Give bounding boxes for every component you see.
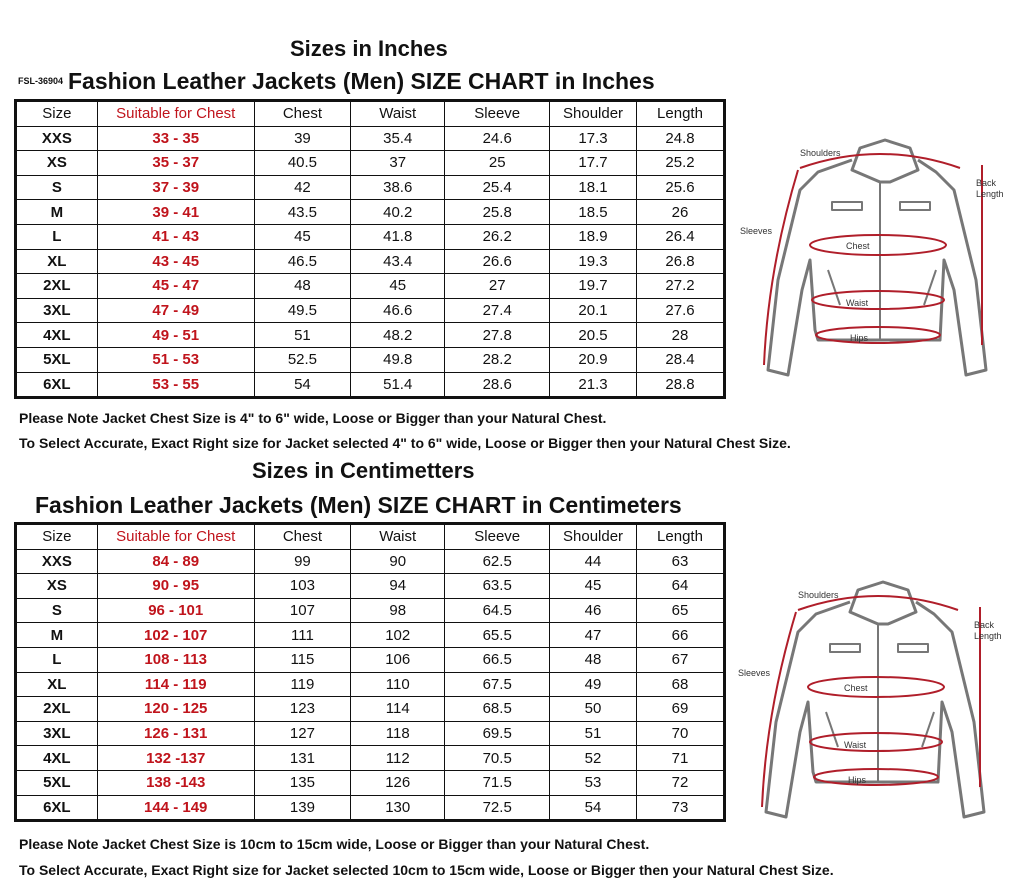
measure-cell: 18.1 [550,175,637,200]
size-cell: S [16,598,98,623]
measure-cell: 52 [550,746,637,771]
cm-title: Fashion Leather Jackets (Men) SIZE CHART in Centimeters [35,492,682,518]
left-side-pocket [828,270,840,305]
measure-cell: 51 [254,323,350,348]
measure-cell: 19.3 [550,249,637,274]
measure-cell: 115 [254,647,350,672]
measure-cell: 51.4 [351,372,445,398]
measure-cell: 26.4 [636,224,724,249]
measure-cell: 46.5 [254,249,350,274]
measure-cell: 19.7 [550,274,637,299]
cm-note-1: Please Note Jacket Chest Size is 10cm to 15cm wide, Loose or Bigger than your Natural Chest. [19,836,650,852]
left-chest-pocket [832,202,862,210]
measure-cell: 67 [636,647,724,672]
shoulders-label: Shoulders [798,590,839,600]
back-length-label-2: Length [976,189,1004,199]
size-cell: XS [16,574,98,599]
measure-cell: 20.5 [550,323,637,348]
right-chest-pocket [898,644,928,652]
measure-cell: 18.9 [550,224,637,249]
measure-cell: 126 [351,770,445,795]
measure-cell: 17.7 [550,151,637,176]
chest-measure-ellipse [810,235,946,255]
chest-label: Chest [844,683,868,693]
measure-cell: 62.5 [445,549,550,574]
chest-label: Chest [846,241,870,251]
chest-range-cell: 144 - 149 [97,795,254,821]
measure-cell: 27.4 [445,298,550,323]
measure-cell: 107 [254,598,350,623]
measure-cell: 21.3 [550,372,637,398]
size-cell: XL [16,672,98,697]
hips-label: Hips [848,775,867,785]
measure-cell: 50 [550,697,637,722]
table-row [16,672,725,697]
measure-cell: 26.6 [445,249,550,274]
measure-cell: 17.3 [550,126,637,151]
size-cell: 2XL [16,274,98,299]
waist-label: Waist [846,298,869,308]
inches-subtitle: Sizes in Inches [290,36,448,61]
chest-range-cell: 49 - 51 [97,323,254,348]
waist-measure-ellipse [812,291,944,309]
measure-cell: 37 [351,151,445,176]
size-cell: 6XL [16,372,98,398]
measure-cell: 54 [254,372,350,398]
chest-range-cell: 90 - 95 [97,574,254,599]
measure-cell: 111 [254,623,350,648]
measure-cell: 28.8 [636,372,724,398]
table-row [16,200,725,225]
measure-cell: 94 [351,574,445,599]
measure-cell: 27.8 [445,323,550,348]
inches-title: Fashion Leather Jackets (Men) SIZE CHART in Inches [68,68,655,94]
table-row [16,298,725,323]
measure-cell: 71 [636,746,724,771]
measure-cell: 70 [636,721,724,746]
measure-cell: 123 [254,697,350,722]
measure-cell: 45 [351,274,445,299]
chest-range-cell: 35 - 37 [97,151,254,176]
back-length-label-2: Length [974,631,1002,641]
chest-range-cell: 47 - 49 [97,298,254,323]
table-row [16,721,725,746]
measure-cell: 47 [550,623,637,648]
table-row [16,647,725,672]
table-row [16,549,725,574]
column-header: Chest [254,524,350,550]
measure-cell: 73 [636,795,724,821]
column-header: Shoulder [550,101,637,127]
chest-range-cell: 138 -143 [97,770,254,795]
measure-cell: 64.5 [445,598,550,623]
chest-range-cell: 114 - 119 [97,672,254,697]
measure-cell: 40.5 [254,151,350,176]
measure-cell: 25.8 [445,200,550,225]
column-header: Shoulder [550,524,637,550]
cm-note-2: To Select Accurate, Exact Right size for Jacket selected 10cm to 15cm wide, Loose or Bigger then your Natural Chest Size. [19,862,834,878]
size-cell: 4XL [16,323,98,348]
measure-cell: 18.5 [550,200,637,225]
measure-cell: 43.5 [254,200,350,225]
measure-cell: 26 [636,200,724,225]
left-side-pocket [826,712,838,747]
measure-cell: 39 [254,126,350,151]
size-cell: 4XL [16,746,98,771]
measure-cell: 42 [254,175,350,200]
measure-cell: 98 [351,598,445,623]
measure-cell: 131 [254,746,350,771]
measure-cell: 106 [351,647,445,672]
measure-cell: 130 [351,795,445,821]
measure-cell: 48 [550,647,637,672]
column-header: Chest [254,101,350,127]
column-header: Suitable for Chest [97,524,254,550]
measure-cell: 70.5 [445,746,550,771]
table-row [16,623,725,648]
table-row [16,323,725,348]
measure-cell: 53 [550,770,637,795]
size-cell: 3XL [16,298,98,323]
measure-cell: 139 [254,795,350,821]
jacket-measurement-diagram [738,572,1018,832]
measure-cell: 35.4 [351,126,445,151]
chest-range-cell: 96 - 101 [97,598,254,623]
measure-cell: 46 [550,598,637,623]
chest-range-cell: 84 - 89 [97,549,254,574]
measure-cell: 25.4 [445,175,550,200]
chest-range-cell: 132 -137 [97,746,254,771]
measure-cell: 46.6 [351,298,445,323]
inches-note-2: To Select Accurate, Exact Right size for Jacket selected 4" to 6" wide, Loose or Bigger then your Natural Chest Size. [19,435,791,451]
measure-cell: 24.8 [636,126,724,151]
measure-cell: 45 [254,224,350,249]
measure-cell: 24.6 [445,126,550,151]
table-row [16,126,725,151]
waist-label: Waist [844,740,867,750]
measure-cell: 63 [636,549,724,574]
table-row [16,574,725,599]
measure-cell: 90 [351,549,445,574]
table-row [16,372,725,398]
size-cell: XXS [16,126,98,151]
back-length-label-1: Back [974,620,995,630]
size-cell: S [16,175,98,200]
chest-range-cell: 120 - 125 [97,697,254,722]
size-cell: L [16,647,98,672]
measure-cell: 27.2 [636,274,724,299]
column-header: Length [636,524,724,550]
measure-cell: 28 [636,323,724,348]
table-row [16,249,725,274]
measure-cell: 27 [445,274,550,299]
measure-cell: 41.8 [351,224,445,249]
measure-cell: 43.4 [351,249,445,274]
column-header: Size [16,524,98,550]
table-row [16,697,725,722]
collar-outline [852,140,918,182]
measure-cell: 99 [254,549,350,574]
measure-cell: 28.4 [636,347,724,372]
measure-cell: 51 [550,721,637,746]
table-row [16,347,725,372]
collar-outline [850,582,916,624]
chest-range-cell: 53 - 55 [97,372,254,398]
measure-cell: 135 [254,770,350,795]
size-cell: 2XL [16,697,98,722]
measure-cell: 25.6 [636,175,724,200]
column-header: Waist [351,524,445,550]
jacket-measurement-diagram [740,130,1020,390]
measure-cell: 28.6 [445,372,550,398]
measure-cell: 63.5 [445,574,550,599]
chest-range-cell: 43 - 45 [97,249,254,274]
measure-cell: 65.5 [445,623,550,648]
chest-range-cell: 108 - 113 [97,647,254,672]
cm-size-table [14,522,726,822]
right-side-pocket [924,270,936,305]
measure-cell: 72.5 [445,795,550,821]
size-cell: M [16,623,98,648]
measure-cell: 72 [636,770,724,795]
measure-cell: 49.5 [254,298,350,323]
column-header: Length [636,101,724,127]
size-cell: 6XL [16,795,98,821]
size-cell: 5XL [16,347,98,372]
size-cell: 3XL [16,721,98,746]
measure-cell: 25.2 [636,151,724,176]
chest-range-cell: 39 - 41 [97,200,254,225]
measure-cell: 40.2 [351,200,445,225]
measure-cell: 26.2 [445,224,550,249]
chest-range-cell: 51 - 53 [97,347,254,372]
measure-cell: 119 [254,672,350,697]
table-row [16,770,725,795]
size-cell: XS [16,151,98,176]
table-row [16,274,725,299]
column-header: Waist [351,101,445,127]
column-header: Sleeve [445,101,550,127]
product-code: FSL-36904 [18,76,64,86]
measure-cell: 66.5 [445,647,550,672]
size-cell: XXS [16,549,98,574]
measure-cell: 48 [254,274,350,299]
measure-cell: 102 [351,623,445,648]
table-row [16,175,725,200]
table-row [16,151,725,176]
measure-cell: 103 [254,574,350,599]
measure-cell: 118 [351,721,445,746]
back-length-label-1: Back [976,178,997,188]
left-chest-pocket [830,644,860,652]
sleeves-label: Sleeves [738,668,771,678]
chest-measure-ellipse [808,677,944,697]
waist-measure-ellipse [810,733,942,751]
measure-cell: 49.8 [351,347,445,372]
measure-cell: 69 [636,697,724,722]
size-cell: M [16,200,98,225]
measure-cell: 66 [636,623,724,648]
measure-cell: 38.6 [351,175,445,200]
measure-cell: 68 [636,672,724,697]
measure-cell: 49 [550,672,637,697]
measure-cell: 28.2 [445,347,550,372]
table-row [16,224,725,249]
size-cell: XL [16,249,98,274]
chest-range-cell: 41 - 43 [97,224,254,249]
right-chest-pocket [900,202,930,210]
chest-range-cell: 33 - 35 [97,126,254,151]
measure-cell: 65 [636,598,724,623]
measure-cell: 112 [351,746,445,771]
chest-range-cell: 45 - 47 [97,274,254,299]
chest-range-cell: 126 - 131 [97,721,254,746]
measure-cell: 67.5 [445,672,550,697]
measure-cell: 45 [550,574,637,599]
column-header: Size [16,101,98,127]
table-row [16,746,725,771]
measure-cell: 110 [351,672,445,697]
size-cell: 5XL [16,770,98,795]
column-header: Sleeve [445,524,550,550]
measure-cell: 27.6 [636,298,724,323]
measure-cell: 44 [550,549,637,574]
right-side-pocket [922,712,934,747]
measure-cell: 26.8 [636,249,724,274]
chest-range-cell: 37 - 39 [97,175,254,200]
measure-cell: 20.1 [550,298,637,323]
measure-cell: 69.5 [445,721,550,746]
measure-cell: 127 [254,721,350,746]
chest-range-cell: 102 - 107 [97,623,254,648]
measure-cell: 71.5 [445,770,550,795]
table-row [16,598,725,623]
shoulders-label: Shoulders [800,148,841,158]
measure-cell: 64 [636,574,724,599]
measure-cell: 114 [351,697,445,722]
cm-subtitle: Sizes in Centimetters [252,458,475,483]
measure-cell: 52.5 [254,347,350,372]
size-cell: L [16,224,98,249]
measure-cell: 68.5 [445,697,550,722]
inches-size-table [14,99,726,399]
table-header-row [16,101,725,127]
table-header-row [16,524,725,550]
hips-label: Hips [850,333,869,343]
table-row [16,795,725,821]
measure-cell: 25 [445,151,550,176]
measure-cell: 20.9 [550,347,637,372]
inches-note-1: Please Note Jacket Chest Size is 4" to 6" wide, Loose or Bigger than your Natural Chest. [19,410,607,426]
column-header: Suitable for Chest [97,101,254,127]
measure-cell: 48.2 [351,323,445,348]
measure-cell: 54 [550,795,637,821]
sleeves-label: Sleeves [740,226,773,236]
